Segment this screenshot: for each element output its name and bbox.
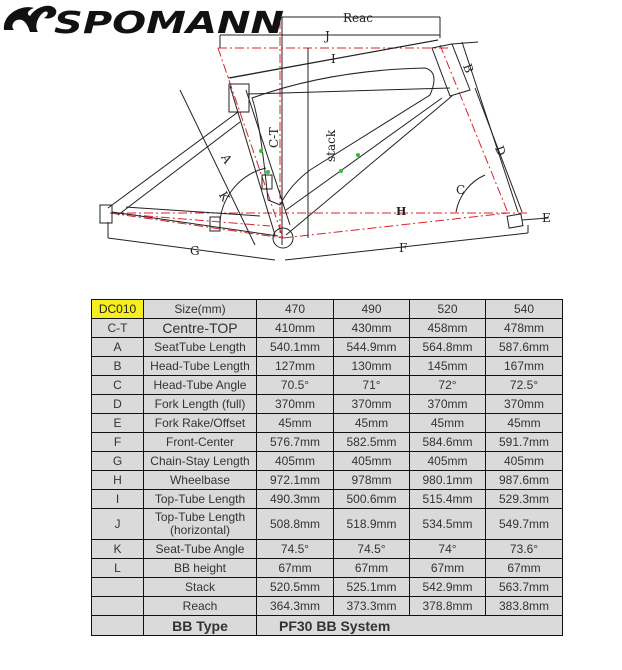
- row-code: K: [92, 540, 144, 559]
- row-name: Fork Rake/Offset: [144, 414, 257, 433]
- row-value: 74.5°: [334, 540, 410, 559]
- row-value: 576.7mm: [257, 433, 334, 452]
- row-name: Seat-Tube Angle: [144, 540, 257, 559]
- row-value: 373.3mm: [334, 597, 410, 616]
- row-value: 564.8mm: [410, 338, 486, 357]
- row-code: B: [92, 357, 144, 376]
- table-row: [92, 414, 563, 433]
- row-code: D: [92, 395, 144, 414]
- bb-type-row: [92, 616, 563, 636]
- row-value: 167mm: [486, 357, 563, 376]
- row-value: 405mm: [486, 452, 563, 471]
- row-value: 405mm: [410, 452, 486, 471]
- row-value: 544.9mm: [334, 338, 410, 357]
- row-name: SeatTube Length: [144, 338, 257, 357]
- size-490: 490: [334, 300, 410, 319]
- row-code: E: [92, 414, 144, 433]
- row-name: [144, 509, 257, 540]
- row-name: Head-Tube Angle: [144, 376, 257, 395]
- row-value: 534.5mm: [410, 509, 486, 540]
- row-code: J: [92, 509, 144, 540]
- row-value: 478mm: [486, 319, 563, 338]
- row-value: 67mm: [334, 559, 410, 578]
- table-row: [92, 338, 563, 357]
- row-value: 987.6mm: [486, 471, 563, 490]
- row-value: 563.7mm: [486, 578, 563, 597]
- k-label: K: [215, 189, 233, 204]
- table-row: [92, 433, 563, 452]
- spomann-swirl-logo-icon: [4, 6, 56, 32]
- row-value: 67mm: [257, 559, 334, 578]
- row-value: 525.1mm: [334, 578, 410, 597]
- row-value: 72.5°: [486, 376, 563, 395]
- row-code: I: [92, 490, 144, 509]
- row-code: H: [92, 471, 144, 490]
- j-label: J: [325, 29, 330, 43]
- row-value: 370mm: [410, 395, 486, 414]
- bb-type-label: BB Type: [144, 616, 257, 636]
- row-value: 67mm: [410, 559, 486, 578]
- row-value: 383.8mm: [486, 597, 563, 616]
- table-row: [92, 540, 563, 559]
- row-value: 515.4mm: [410, 490, 486, 509]
- f-label: F: [399, 241, 408, 255]
- row-value: 520.5mm: [257, 578, 334, 597]
- row-name: Stack: [144, 578, 257, 597]
- table-row: [92, 578, 563, 597]
- row-value: 370mm: [486, 395, 563, 414]
- row-name: BB height: [144, 559, 257, 578]
- row-value: 67mm: [486, 559, 563, 578]
- row-name: Front-Center: [144, 433, 257, 452]
- row-value: 378.8mm: [410, 597, 486, 616]
- row-value: 584.6mm: [410, 433, 486, 452]
- size-470: 470: [257, 300, 334, 319]
- row-value: 71°: [334, 376, 410, 395]
- row-value: 45mm: [334, 414, 410, 433]
- row-value: 73.6°: [486, 540, 563, 559]
- row-name: Wheelbase: [144, 471, 257, 490]
- table-row: [92, 559, 563, 578]
- a-label: A: [218, 151, 235, 167]
- centerlines: [110, 20, 530, 238]
- row-value: 978mm: [334, 471, 410, 490]
- row-code: F: [92, 433, 144, 452]
- row-code: L: [92, 559, 144, 578]
- row-name: Chain-Stay Length: [144, 452, 257, 471]
- table-row: [92, 376, 563, 395]
- d-label: D: [492, 143, 509, 158]
- row-value: 405mm: [257, 452, 334, 471]
- row-value: 364.3mm: [257, 597, 334, 616]
- table-row: [92, 490, 563, 509]
- row-value: 591.7mm: [486, 433, 563, 452]
- row-value: 410mm: [257, 319, 334, 338]
- row-value: 370mm: [257, 395, 334, 414]
- row-value: 405mm: [334, 452, 410, 471]
- bb-code-empty: [92, 616, 144, 636]
- geometry-table: [91, 299, 563, 636]
- e-label: E: [542, 211, 551, 225]
- row-name: Centre-TOP: [144, 319, 257, 338]
- row-value: 500.6mm: [334, 490, 410, 509]
- table-row: [92, 471, 563, 490]
- brand-logo: [0, 0, 300, 44]
- row-value: 582.5mm: [334, 433, 410, 452]
- i-label: I: [331, 52, 336, 66]
- model-code: DC010: [92, 300, 144, 319]
- brand-name: SPOMANN: [54, 6, 284, 41]
- row-value: 130mm: [334, 357, 410, 376]
- row-name: Head-Tube Length: [144, 357, 257, 376]
- c-label: C: [456, 183, 466, 197]
- row-value: 980.1mm: [410, 471, 486, 490]
- table-header-row: [92, 300, 563, 319]
- row-name: Reach: [144, 597, 257, 616]
- table-row: [92, 597, 563, 616]
- row-value: 45mm: [410, 414, 486, 433]
- row-value: 490.3mm: [257, 490, 334, 509]
- row-value: 74.5°: [257, 540, 334, 559]
- row-name: Top-Tube Length: [144, 490, 257, 509]
- row-value: 508.8mm: [257, 509, 334, 540]
- stack-label: stack: [324, 129, 338, 162]
- row-value: 542.9mm: [410, 578, 486, 597]
- row-value: 74°: [410, 540, 486, 559]
- row-code: C: [92, 376, 144, 395]
- row-value: 972.1mm: [257, 471, 334, 490]
- row-code: [92, 597, 144, 616]
- row-value: 45mm: [257, 414, 334, 433]
- row-value: 518.9mm: [334, 509, 410, 540]
- table-row: [92, 509, 563, 540]
- row-code: [92, 578, 144, 597]
- row-name-line2: (horizontal): [169, 523, 231, 537]
- table-row: [92, 452, 563, 471]
- row-code: A: [92, 338, 144, 357]
- row-value: 458mm: [410, 319, 486, 338]
- row-value: 145mm: [410, 357, 486, 376]
- row-code: C-T: [92, 319, 144, 338]
- size-header: Size(mm): [144, 300, 257, 319]
- table-row: [92, 319, 563, 338]
- row-value: 70.5°: [257, 376, 334, 395]
- size-520: 520: [410, 300, 486, 319]
- table-row: [92, 395, 563, 414]
- table-row: [92, 357, 563, 376]
- row-value: 72°: [410, 376, 486, 395]
- row-name-line1: Top-Tube Length: [154, 510, 246, 524]
- row-value: 529.3mm: [486, 490, 563, 509]
- row-value: 587.6mm: [486, 338, 563, 357]
- ct-label: C-T: [267, 127, 281, 148]
- reach-label: Reac: [343, 11, 374, 25]
- row-value: 549.7mm: [486, 509, 563, 540]
- g-label: G: [190, 244, 200, 258]
- row-name: Fork Length (full): [144, 395, 257, 414]
- row-value: 127mm: [257, 357, 334, 376]
- row-value: 370mm: [334, 395, 410, 414]
- row-value: 540.1mm: [257, 338, 334, 357]
- h-label: H: [396, 205, 407, 218]
- size-540: 540: [486, 300, 563, 319]
- bb-type-value: PF30 BB System: [257, 616, 563, 636]
- reach-dimension: [282, 17, 440, 245]
- row-value: 45mm: [486, 414, 563, 433]
- row-code: G: [92, 452, 144, 471]
- b-label: B: [460, 61, 477, 75]
- row-value: 430mm: [334, 319, 410, 338]
